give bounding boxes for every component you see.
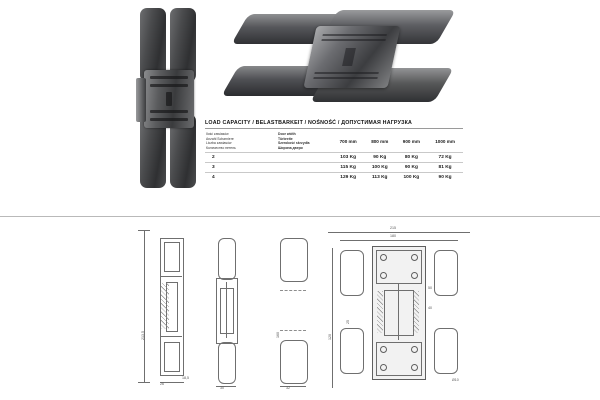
row-2-val-0: 129 Kg (340, 175, 357, 181)
row-0-val-3: 72 Kg (438, 155, 452, 161)
row-0-spacer (277, 153, 332, 163)
row-0-qty: 2 (212, 155, 215, 161)
front-plate-view (328, 228, 478, 393)
row-label-line-2: Liczba zawiasów (206, 141, 232, 146)
table-row (205, 163, 463, 173)
side-section-view (130, 230, 200, 390)
dim-120: 120 (328, 334, 332, 340)
capacity-table (205, 130, 463, 182)
dim-26: 26 (160, 382, 164, 386)
dim-40: 40 (428, 306, 432, 310)
dim-50: 50 (428, 286, 432, 290)
edge-view (208, 238, 262, 388)
row-0-val-1: 90 Kg (373, 155, 387, 161)
load-capacity-table (205, 120, 463, 182)
row-1-val-1: 100 Kg (371, 165, 388, 171)
row-1-val-0: 115 Kg (340, 165, 356, 171)
col-header-3: 1000 mm (435, 138, 455, 144)
dim-25: 25 (346, 320, 350, 324)
hinge-body (144, 70, 194, 128)
row-label-line-3: Количество петель (206, 145, 236, 150)
hinge-pivot-pin (136, 78, 146, 122)
frame-cutout-view (272, 238, 318, 388)
row-1-val-2: 90 Kg (404, 165, 418, 171)
row-label-line-1: Anzahl Scharniere (206, 136, 234, 141)
col-label-line-3: Ширина двери (278, 145, 303, 150)
col-group-label (277, 130, 332, 153)
axis-label-cell (205, 130, 277, 153)
row-1-spacer (277, 163, 332, 173)
dim-213-5: 213,5 (141, 331, 145, 340)
row-0-val-2: 80 Kg (404, 155, 418, 161)
row-2-spacer (277, 173, 332, 183)
row-2-qty: 4 (212, 175, 215, 181)
section-divider (0, 216, 600, 217)
dim-215: 215 (390, 226, 396, 230)
col-label-line-0: Door width (278, 132, 296, 136)
col-header-1: 800 mm (371, 138, 389, 144)
row-label-line-0: Ilość zawiasów (206, 132, 229, 136)
row-1-val-3: 81 Kg (438, 165, 452, 171)
technical-drawings (0, 220, 600, 400)
row-2-val-2: 100 Kg (403, 175, 420, 181)
row-1-qty: 3 (212, 165, 215, 171)
col-header-2: 900 mm (402, 138, 420, 144)
dim-160: 160 (276, 332, 280, 338)
table-row (205, 153, 463, 163)
row-2-val-3: 90 Kg (438, 175, 452, 181)
hinge-isometric-render (224, 6, 460, 118)
col-label-line-2: Szerokość skrzydła (278, 141, 310, 146)
col-header-0: 700 mm (339, 138, 357, 144)
dim-32: 32 (286, 386, 290, 390)
dim-30: 30 (220, 386, 224, 390)
dim-180: 180 (390, 234, 396, 238)
row-2-val-1: 113 Kg (372, 175, 388, 181)
row-0-val-0: 103 Kg (340, 155, 357, 161)
col-label-line-1: Türbreite (278, 136, 293, 141)
dim-diameter-10: Ø10 (452, 378, 459, 382)
table-title: LOAD CAPACITY / BELASTBARKEIT / NOŚNOŚĆ / ДОПУСТИМАЯ НАГРУЗКА (205, 120, 463, 129)
table-row (205, 173, 463, 183)
hinge-core-body (303, 26, 400, 88)
hinge-front-view-render (140, 8, 204, 188)
dim-18-5: 18,5 (182, 376, 189, 380)
table-header-row (205, 130, 463, 153)
